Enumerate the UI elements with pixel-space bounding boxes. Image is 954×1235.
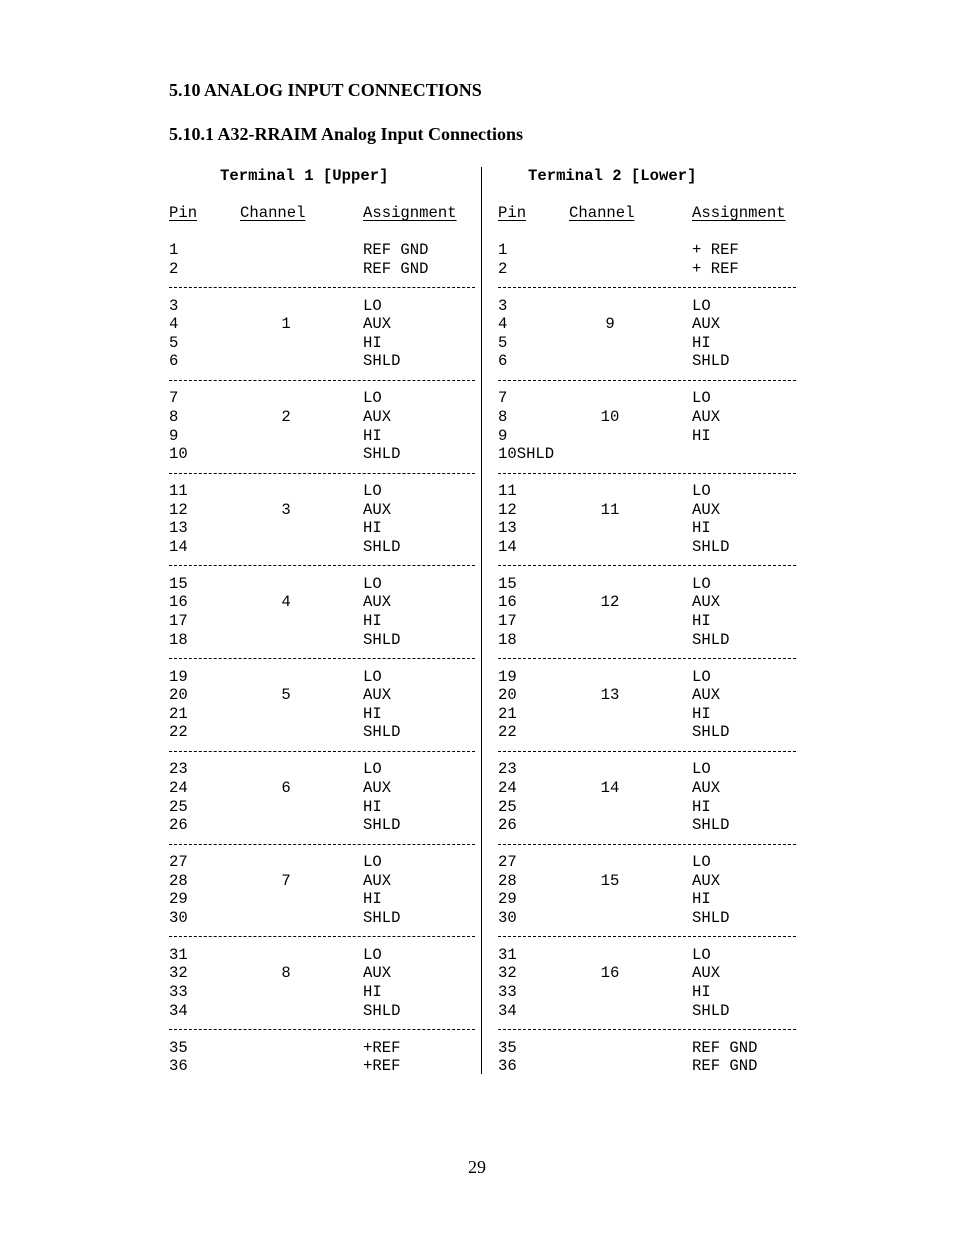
pin-number: 36 bbox=[169, 1057, 188, 1076]
group-separator bbox=[169, 844, 475, 845]
pin-number: 11 bbox=[498, 482, 517, 501]
pin-assignment: HI bbox=[363, 612, 382, 630]
group-separator bbox=[498, 844, 796, 845]
pin-number: 18 bbox=[498, 630, 517, 649]
pin-assignment: AUX bbox=[363, 593, 392, 612]
pin-number: 3 bbox=[498, 296, 508, 315]
pin-assignment: AUX bbox=[363, 686, 392, 705]
pin-assignment: REF GND bbox=[692, 1057, 758, 1076]
channel-number: 6 bbox=[281, 778, 291, 797]
pin-number: 14 bbox=[169, 537, 188, 556]
pin-number: 32 bbox=[169, 964, 188, 983]
group-separator bbox=[169, 751, 475, 752]
group-separator bbox=[169, 936, 475, 937]
pin-assignment: HI bbox=[363, 704, 382, 723]
pin-number: 21 bbox=[498, 704, 517, 723]
pin-number: 1 bbox=[169, 241, 179, 259]
channel-number: 11 bbox=[600, 500, 620, 519]
pin-number: 1 bbox=[498, 241, 508, 259]
channel-number: 1 bbox=[281, 315, 291, 334]
pin-number: 27 bbox=[169, 853, 188, 872]
pin-number: 33 bbox=[169, 983, 188, 1001]
pin-assignment: LO bbox=[692, 667, 711, 686]
pin-number: 36 bbox=[498, 1057, 517, 1076]
group-separator bbox=[498, 936, 796, 937]
pin-assignment: SHLD bbox=[692, 352, 730, 371]
pin-assignment: REF GND bbox=[363, 241, 429, 259]
pin-number: 22 bbox=[498, 723, 517, 742]
pin-assignment: LO bbox=[363, 760, 382, 779]
pin-assignment: AUX bbox=[692, 315, 721, 334]
pin-number: 16 bbox=[169, 593, 188, 612]
pin-assignment: SHLD bbox=[363, 908, 401, 927]
group-separator bbox=[169, 658, 475, 659]
pin-assignment: SHLD bbox=[363, 1001, 401, 1020]
pin-assignment: LO bbox=[363, 945, 382, 964]
pin-number: 30 bbox=[498, 908, 517, 927]
terminal-divider bbox=[481, 167, 482, 1074]
pin-number: 13 bbox=[169, 519, 188, 538]
subsection-heading: 5.10.1 A32-RRAIM Analog Input Connections bbox=[169, 124, 524, 144]
pin-assignment: HI bbox=[692, 612, 711, 630]
pin-assignment: AUX bbox=[363, 500, 392, 519]
pin-number: 34 bbox=[498, 1001, 517, 1020]
pin-number: 27 bbox=[498, 853, 517, 872]
pin-number: 31 bbox=[498, 945, 517, 964]
channel-number: 15 bbox=[600, 871, 620, 890]
pin-number: 25 bbox=[498, 797, 517, 816]
pin-assignment: SHLD bbox=[363, 352, 401, 371]
pin-assignment: LO bbox=[363, 667, 382, 686]
channel-number: 5 bbox=[281, 686, 291, 705]
column-header-pin: Pin bbox=[169, 204, 198, 222]
pin-number: 2 bbox=[498, 259, 508, 278]
pin-number: 15 bbox=[169, 574, 188, 593]
pin-assignment: + REF bbox=[692, 241, 739, 259]
pin-number: 35 bbox=[169, 1038, 188, 1057]
pin-number: 23 bbox=[169, 760, 188, 779]
channel-number: 10 bbox=[600, 407, 620, 426]
pin-number: 9 bbox=[169, 426, 179, 445]
pin-assignment: AUX bbox=[692, 500, 721, 519]
pin-number: 33 bbox=[498, 983, 517, 1001]
pin-assignment: HI bbox=[692, 983, 711, 1001]
pin-number: 34 bbox=[169, 1001, 188, 1020]
pin-number: 14 bbox=[498, 537, 517, 556]
channel-number: 16 bbox=[600, 964, 620, 983]
group-separator bbox=[498, 658, 796, 659]
pin-assignment: HI bbox=[692, 797, 711, 816]
group-separator bbox=[498, 287, 796, 288]
pin-number: 35 bbox=[498, 1038, 517, 1057]
pin-assignment: LO bbox=[363, 482, 382, 501]
pin-number: 5 bbox=[498, 333, 508, 352]
pin-assignment: LO bbox=[692, 574, 711, 593]
pin-number: 32 bbox=[498, 964, 517, 983]
pin-assignment: SHLD bbox=[363, 630, 401, 649]
pin-assignment: SHLD bbox=[692, 537, 730, 556]
pin-assignment: LO bbox=[692, 760, 711, 779]
pin-number: 3 bbox=[169, 296, 179, 315]
group-separator bbox=[169, 565, 475, 566]
pin-number: 2 bbox=[169, 259, 179, 278]
pin-assignment: HI bbox=[692, 704, 711, 723]
pin-number: 29 bbox=[498, 890, 517, 909]
pin-assignment: HI bbox=[363, 426, 382, 445]
pin-number: 13 bbox=[498, 519, 517, 538]
pin-assignment: AUX bbox=[363, 778, 392, 797]
pin-assignment: AUX bbox=[363, 315, 392, 334]
group-separator bbox=[169, 287, 475, 288]
pin-assignment: SHLD bbox=[692, 1001, 730, 1020]
pin-number: 4 bbox=[498, 315, 508, 334]
pin-number: 11 bbox=[169, 482, 188, 501]
pin-assignment: LO bbox=[363, 853, 382, 872]
pin-number: 10 bbox=[169, 445, 188, 464]
column-header-assignment: Assignment bbox=[692, 204, 786, 222]
pin-assignment: +REF bbox=[363, 1057, 401, 1076]
terminal-title: Terminal 2 [Lower] bbox=[528, 167, 697, 185]
channel-number: 9 bbox=[605, 315, 615, 334]
pin-assignment: HI bbox=[363, 519, 382, 538]
pin-assignment: REF GND bbox=[363, 259, 429, 278]
pin-assignment: HI bbox=[363, 333, 382, 352]
pin-number: 25 bbox=[169, 797, 188, 816]
column-header-pin: Pin bbox=[498, 204, 527, 222]
channel-number: 2 bbox=[281, 407, 291, 426]
pin-number: 10SHLD bbox=[498, 445, 555, 464]
group-separator bbox=[169, 1029, 475, 1030]
pin-number: 30 bbox=[169, 908, 188, 927]
terminal-title: Terminal 1 [Upper] bbox=[220, 167, 389, 185]
pin-assignment: SHLD bbox=[363, 445, 401, 464]
pin-assignment: SHLD bbox=[692, 723, 730, 742]
pin-assignment: SHLD bbox=[692, 908, 730, 927]
pin-assignment: LO bbox=[692, 853, 711, 872]
group-separator bbox=[169, 473, 475, 474]
pin-number: 8 bbox=[169, 407, 179, 426]
pin-assignment: HI bbox=[692, 333, 711, 352]
channel-number: 8 bbox=[281, 964, 291, 983]
pin-assignment: SHLD bbox=[363, 723, 401, 742]
section-heading: 5.10 ANALOG INPUT CONNECTIONS bbox=[169, 80, 482, 100]
pin-assignment: AUX bbox=[692, 778, 721, 797]
pin-assignment: AUX bbox=[692, 593, 721, 612]
pin-assignment: REF GND bbox=[692, 1038, 758, 1057]
pin-assignment: HI bbox=[363, 797, 382, 816]
channel-number: 7 bbox=[281, 871, 291, 890]
pin-assignment: AUX bbox=[363, 407, 392, 426]
pin-number: 8 bbox=[498, 407, 508, 426]
pin-assignment: AUX bbox=[692, 686, 721, 705]
pin-number: 26 bbox=[169, 816, 188, 835]
group-separator bbox=[498, 751, 796, 752]
pin-number: 5 bbox=[169, 333, 179, 352]
pin-assignment: HI bbox=[692, 519, 711, 538]
pin-assignment: LO bbox=[363, 389, 382, 408]
group-separator bbox=[498, 565, 796, 566]
pin-number: 19 bbox=[498, 667, 517, 686]
column-header-assignment: Assignment bbox=[363, 204, 457, 222]
pin-number: 26 bbox=[498, 816, 517, 835]
pin-assignment: SHLD bbox=[363, 537, 401, 556]
pin-number: 28 bbox=[169, 871, 188, 890]
pin-assignment: LO bbox=[692, 296, 711, 315]
pin-assignment: LO bbox=[363, 574, 382, 593]
pin-number: 24 bbox=[498, 778, 517, 797]
pin-number: 24 bbox=[169, 778, 188, 797]
page-number: 29 bbox=[468, 1157, 486, 1177]
pin-assignment: + REF bbox=[692, 259, 739, 278]
pin-assignment: LO bbox=[692, 482, 711, 501]
pin-number: 9 bbox=[498, 426, 508, 445]
pin-number: 31 bbox=[169, 945, 188, 964]
pin-number: 22 bbox=[169, 723, 188, 742]
pin-number: 15 bbox=[498, 574, 517, 593]
pin-assignment: +REF bbox=[363, 1038, 401, 1057]
pin-assignment: SHLD bbox=[363, 816, 401, 835]
pin-number: 23 bbox=[498, 760, 517, 779]
pin-number: 19 bbox=[169, 667, 188, 686]
pin-assignment: SHLD bbox=[692, 816, 730, 835]
pin-number: 6 bbox=[169, 352, 179, 371]
group-separator bbox=[498, 473, 796, 474]
group-separator bbox=[169, 380, 475, 381]
pin-assignment: AUX bbox=[363, 964, 392, 983]
pin-number: 16 bbox=[498, 593, 517, 612]
pin-assignment: HI bbox=[363, 890, 382, 909]
pin-number: 17 bbox=[169, 612, 188, 630]
group-separator bbox=[498, 1029, 796, 1030]
pin-assignment: LO bbox=[363, 296, 382, 315]
pin-number: 28 bbox=[498, 871, 517, 890]
pin-assignment: AUX bbox=[692, 407, 721, 426]
pin-assignment: SHLD bbox=[692, 630, 730, 649]
pin-number: 4 bbox=[169, 315, 179, 334]
pin-assignment: LO bbox=[692, 945, 711, 964]
column-header-channel: Channel bbox=[569, 204, 635, 222]
pin-assignment: HI bbox=[692, 890, 711, 909]
pin-number: 29 bbox=[169, 890, 188, 909]
channel-number: 14 bbox=[600, 778, 620, 797]
pin-assignment: AUX bbox=[363, 871, 392, 890]
column-header-channel: Channel bbox=[240, 204, 306, 222]
pin-number: 7 bbox=[169, 389, 179, 408]
pin-number: 21 bbox=[169, 704, 188, 723]
pin-number: 20 bbox=[498, 686, 517, 705]
channel-number: 12 bbox=[600, 593, 620, 612]
pin-number: 20 bbox=[169, 686, 188, 705]
pin-number: 18 bbox=[169, 630, 188, 649]
pin-number: 17 bbox=[498, 612, 517, 630]
pin-number: 12 bbox=[498, 500, 517, 519]
pin-assignment: HI bbox=[363, 983, 382, 1001]
channel-number: 3 bbox=[281, 500, 291, 519]
channel-number: 4 bbox=[281, 593, 291, 612]
pin-assignment: LO bbox=[692, 389, 711, 408]
pinout-table bbox=[169, 167, 809, 1082]
pin-number: 6 bbox=[498, 352, 508, 371]
pin-assignment: AUX bbox=[692, 964, 721, 983]
channel-number: 13 bbox=[600, 686, 620, 705]
pin-assignment: HI bbox=[692, 426, 711, 445]
pin-assignment: AUX bbox=[692, 871, 721, 890]
pin-number: 7 bbox=[498, 389, 508, 408]
group-separator bbox=[498, 380, 796, 381]
pin-number: 12 bbox=[169, 500, 188, 519]
